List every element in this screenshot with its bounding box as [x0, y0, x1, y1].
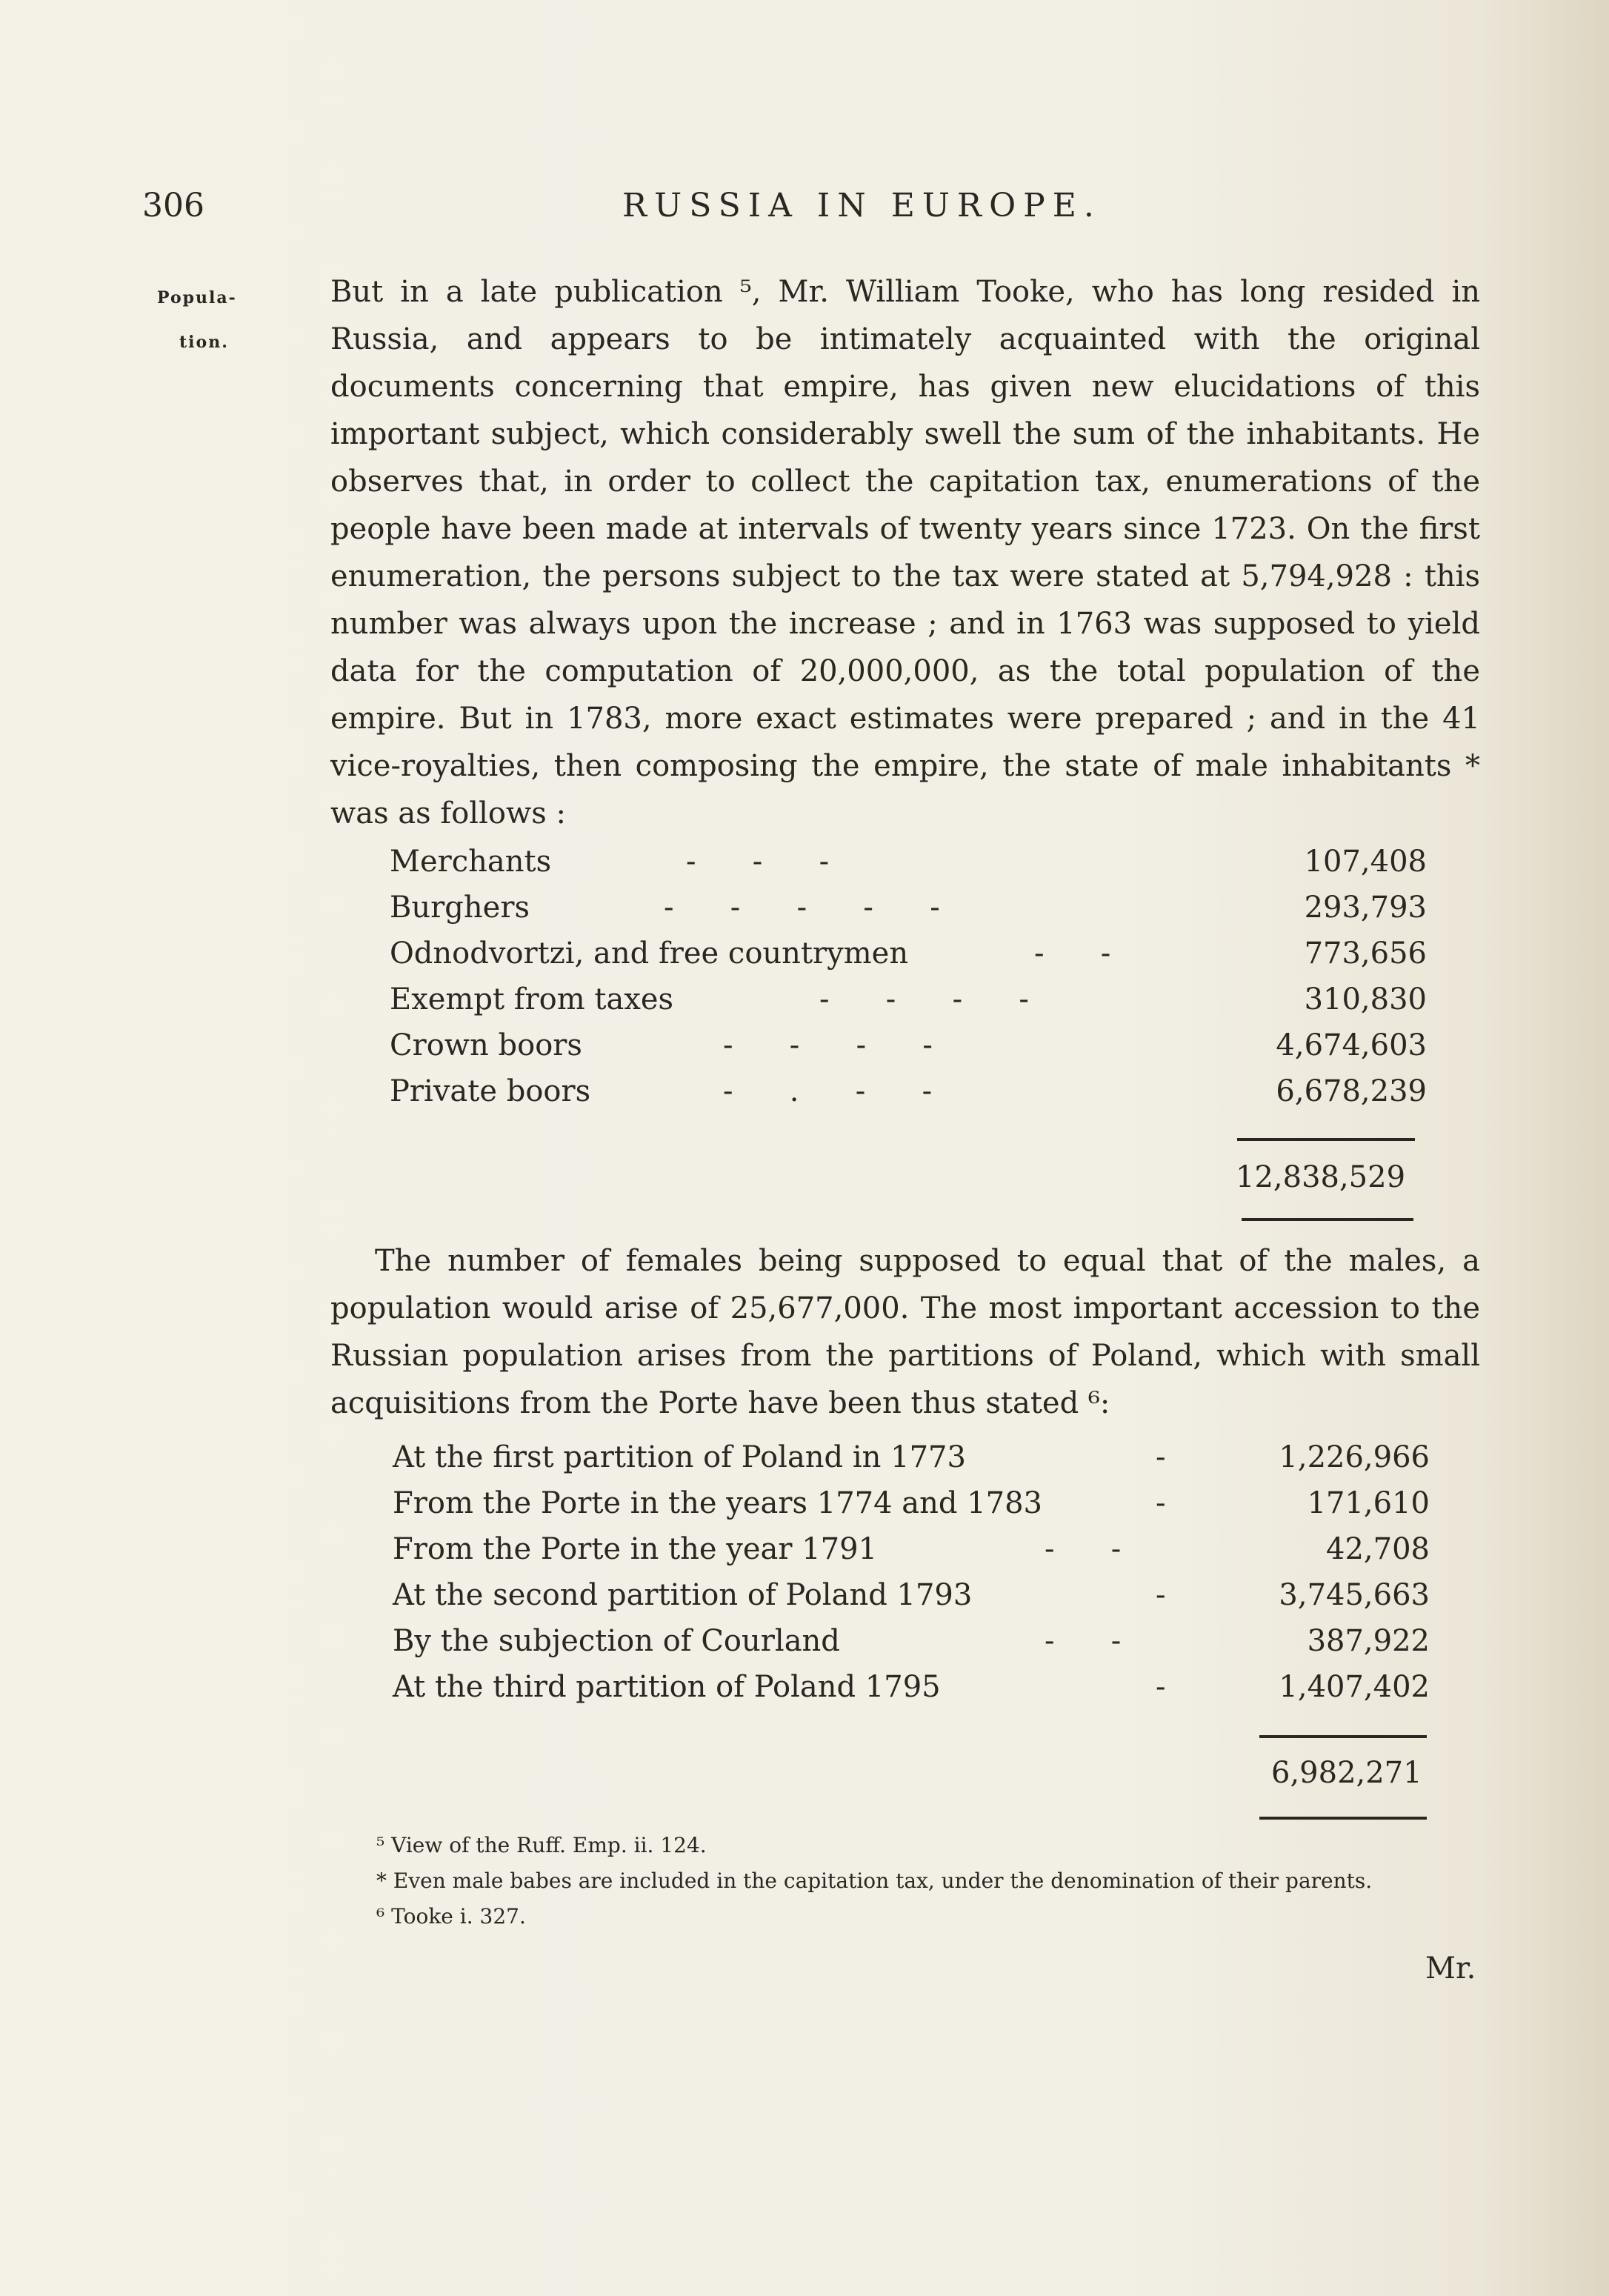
- row-dashes: - - - - -: [664, 891, 940, 925]
- row-label: At the second partition of Poland 1793: [393, 1578, 973, 1612]
- row-dashes: - -: [1045, 1624, 1122, 1658]
- table-row: [390, 982, 1427, 1028]
- table-row: [393, 1532, 1430, 1578]
- row-value: 42,708: [1326, 1532, 1430, 1566]
- table-row: [390, 1028, 1427, 1074]
- footnote-star: * Even male babes are included in the capitation tax, under the denomination of their parents.: [376, 1869, 1373, 1893]
- catchword: Mr.: [1425, 1951, 1476, 1986]
- table-total: 12,838,529: [1236, 1160, 1406, 1194]
- row-value: 6,678,239: [1276, 1074, 1427, 1108]
- table-row: [390, 891, 1427, 936]
- row-label: Odnodvortzi, and free countrymen: [390, 936, 909, 971]
- row-label: Exempt from taxes: [390, 982, 674, 1016]
- margin-note: [157, 276, 237, 365]
- table-row: [393, 1578, 1430, 1624]
- table-row: [393, 1624, 1430, 1670]
- row-dashes: - -: [1034, 936, 1111, 971]
- table-row: [393, 1486, 1430, 1532]
- row-dashes: - - - -: [723, 1028, 933, 1062]
- row-label: From the Porte in the years 1774 and 1783: [393, 1486, 1042, 1520]
- row-value: 4,674,603: [1276, 1028, 1427, 1062]
- row-value: 1,226,966: [1279, 1440, 1430, 1474]
- margin-note-line: tion.: [179, 333, 229, 352]
- row-label: Private boors: [390, 1074, 591, 1108]
- sum-rule: [1242, 1218, 1413, 1221]
- row-label: Burghers: [390, 891, 530, 925]
- row-value: 171,610: [1307, 1486, 1430, 1520]
- page-number: 306: [142, 187, 204, 224]
- table-row: [390, 845, 1427, 891]
- row-dashes: -: [1156, 1486, 1166, 1520]
- sum-rule: [1259, 1735, 1427, 1738]
- row-dashes: - - -: [686, 845, 830, 879]
- row-dashes: -: [1156, 1670, 1166, 1704]
- row-value: 310,830: [1304, 982, 1427, 1016]
- margin-note-line: Popula-: [157, 288, 237, 307]
- row-value: 293,793: [1304, 891, 1427, 925]
- footnote-5: ⁵ View of the Ruff. Emp. ii. 124.: [376, 1833, 707, 1857]
- table-row: [393, 1440, 1430, 1486]
- row-label: Crown boors: [390, 1028, 582, 1062]
- row-dashes: - - - -: [819, 982, 1029, 1016]
- paragraph-2: The number of females being supposed to equal that of the males, a population would arise of 25,677,000. The most important accession to the Russian population arises from the partitions of Poland, which with small acquisitions from the Porte have been thus stated ⁶:: [330, 1244, 1480, 1420]
- table-row: [393, 1670, 1430, 1716]
- row-label: From the Porte in the year 1791: [393, 1532, 878, 1566]
- row-value: 1,407,402: [1279, 1670, 1430, 1704]
- footnote-6: ⁶ Tooke i. 327.: [376, 1904, 526, 1929]
- row-dashes: -: [1156, 1578, 1166, 1612]
- table-row: [390, 936, 1427, 982]
- row-value: 107,408: [1304, 845, 1427, 879]
- row-label: At the third partition of Poland 1795: [393, 1670, 941, 1704]
- row-dashes: -: [1156, 1440, 1166, 1474]
- row-dashes: - -: [1045, 1532, 1122, 1566]
- table-total: 6,982,271: [1271, 1756, 1422, 1790]
- row-label: At the first partition of Poland in 1773: [393, 1440, 966, 1474]
- row-label: By the subjection of Courland: [393, 1624, 840, 1658]
- row-value: 3,745,663: [1279, 1578, 1430, 1612]
- row-value: 387,922: [1307, 1624, 1430, 1658]
- table-row: [390, 1074, 1427, 1120]
- row-value: 773,656: [1304, 936, 1427, 971]
- row-label: Merchants: [390, 845, 552, 879]
- sum-rule: [1259, 1817, 1427, 1820]
- paragraph-1: But in a late publication ⁵, Mr. William Tooke, who has long resided in Russia, and appears to be intimately acquainted with the original documents concerning that empire, has given new elucidations of this important subject, which considerably swell the sum of the inhabitants. He observes that, in order to collect the capitation tax, enumerations of the people have been made at intervals of twenty years since 1723. On the first enumeration, the persons subject to the tax were stated at 5,794,928 : this number was always upon the increase ; and in 1763 was supposed to yield data for the computation of 20,000,000, as the total population of the empire. But in 1783, more exact estimates were prepared ; and in the 41 vice-royalties, then composing the empire, the state of male inhabitants * was as follows :: [330, 275, 1480, 831]
- running-title: RUSSIA IN EUROPE.: [622, 187, 1102, 224]
- sum-rule: [1237, 1138, 1415, 1141]
- row-dashes: - . - -: [723, 1074, 933, 1108]
